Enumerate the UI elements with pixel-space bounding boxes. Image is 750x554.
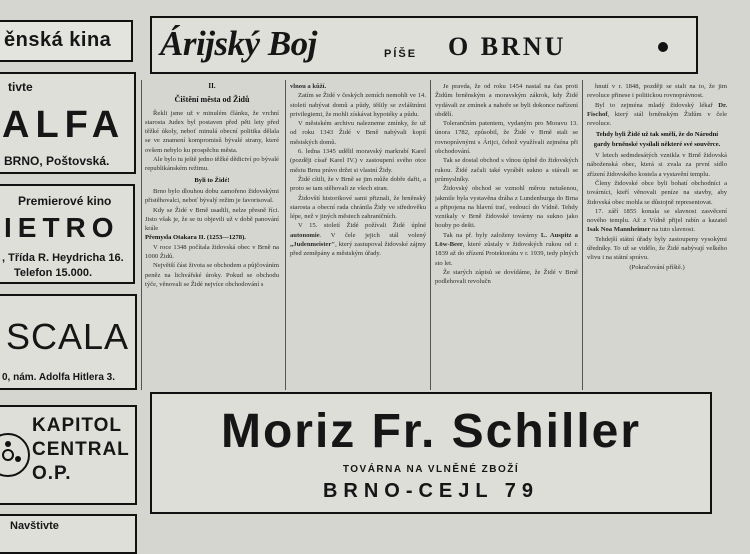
- text-emphasis: Dr. Fischof: [587, 101, 727, 118]
- article-column-2: [290, 82, 426, 390]
- text-run: 17. září 1855 konala se slavnost zasvěcení nového templu. Až z Vídně přijel rabín a kazatel: [587, 207, 727, 225]
- text-run: , které zůstaly v židovských rukou od r. 1839 až do zřízení Protektorátu v r. 1939, tedy plných sto let.: [435, 241, 578, 267]
- article-column-3: [435, 82, 578, 390]
- schiller-address: BRNO-CEJL 79: [322, 480, 540, 502]
- alfa-address: BRNO, Poštovská.: [4, 154, 110, 168]
- article-paragraph: Řekli jsme už v minulém článku, že vrchní starosta Judex byl postaven před pěti lety před těžké úkoly, neboť minulá obecní politika dělala se ve znamení kompromisů bývalé strany, které ovšem nebylo ku prospěchu města.: [145, 109, 279, 154]
- article-subhead: Tehdy byli Židé už tak smělí, že do Národní gardy brněnské vysílali některé své souvěrce.: [593, 131, 721, 148]
- kapitol-logo: [0, 433, 30, 477]
- article-paragraph: Tolerančním patentem, vydaným pro Moravu 13. února 1782, způsobil, že Židé v Brně stali se rovnoprávnými s Árijci, čehož využívali zejména při obchodování.: [435, 120, 578, 156]
- column-rule: [285, 80, 286, 390]
- masthead-title: O BRNU: [448, 32, 567, 61]
- text-run: Byl to zejména mladý židovský lékař: [595, 101, 713, 109]
- masthead: [150, 16, 698, 74]
- scala-ad: [0, 294, 137, 390]
- article-paragraph: vlnou a kůží.: [290, 83, 327, 90]
- text-emphasis: „Judenmeister": [290, 241, 336, 249]
- article-paragraph: Zatím se Židé v českých zemích nemohli ve 14. století nabývat domů a půdy, těšily se zvláštními privilegiemi, že mohli získávat hypotéky a půdu.: [290, 92, 426, 118]
- text-run: . V čele jejich stál volený: [319, 231, 426, 239]
- film-reel-icon: [0, 435, 28, 475]
- article-paragraph: V roce 1348 počítala židovská obec v Brně na 1000 Židů.: [145, 243, 279, 261]
- schiller-name: Moriz Fr. Schiller: [220, 405, 642, 458]
- text-emphasis: autonomie: [290, 231, 320, 239]
- article-paragraph: [587, 207, 727, 235]
- continued-note: (Pokračování příště.): [629, 263, 685, 271]
- schiller-description: TOVÁRNA NA VLNĚNÉ ZBOŽÍ: [342, 464, 520, 475]
- article-paragraph: Tak se dostal obchod s vlnou úplně do židovských rukou. Židé začali také vyrábět sukno a stávali se průmyslníky.: [435, 157, 578, 183]
- alfa-name: ALFA: [2, 104, 126, 146]
- article-headline: Čištění města od Židů: [174, 95, 250, 105]
- kapitol-line1: KAPITOL: [32, 415, 123, 436]
- scala-address: 0, nám. Adolfa Hitlera 3.: [2, 372, 115, 383]
- text-run: na tuto slavnost.: [652, 226, 696, 234]
- article-paragraph: Je pravda, že od roku 1454 nastal na čas proti Židům brněnským a moravským zákrok, kdy Židé vydávali ze zmínek a nahoře se byli dokonce nařízení obdělí.: [435, 83, 578, 118]
- column-rule: [582, 80, 583, 390]
- kapitol-line2: CENTRAL: [32, 439, 130, 460]
- cinema-header-box: [0, 20, 133, 62]
- article-paragraph: Největší část života se obchodem a půjčováním peněz na lichvářské úroky. Pokud se obchodu týče, věnovali se Židé nejvíce obchodování s: [145, 262, 279, 288]
- article-paragraph: Že starých zápisů se dovídáme, že Židé v Brně podlehovali revolučn: [435, 268, 578, 286]
- kapitol-line3: O.P.: [32, 463, 72, 484]
- article-paragraph: Brno bylo dlouhou dobu zamořeno židovskými přistěhovalci, neboť bývalý režim je favorisoval.: [145, 187, 279, 205]
- schiller-ad: [150, 392, 712, 514]
- article-column-1: [145, 82, 279, 390]
- text-run: V 15. století Židé požívali Židé úplné: [298, 222, 426, 230]
- article-paragraph: V městském archivu nalezneme zmínky, že už od roku 1343 Židé v Brně nabývali kopií městských domů.: [290, 120, 426, 146]
- metro-name: IETRO: [4, 212, 120, 243]
- metro-kicker: Premierové kino: [18, 194, 112, 208]
- alfa-kicker: tivte: [8, 80, 33, 94]
- column-rule: [141, 80, 142, 390]
- text-emphasis: Isak Noa Mannheimer: [587, 226, 651, 234]
- masthead-writes: PÍŠE: [384, 48, 418, 60]
- alfa-ad: [0, 72, 136, 174]
- article-paragraph: Ale bylo tu ještě jedno těžké dědictví po bývalé republikánském režimu.: [145, 156, 279, 173]
- article-paragraph: [290, 221, 426, 258]
- metro-ad: [0, 184, 135, 284]
- article-emphasis: Přemysla Otakara II. (1253—1278).: [145, 234, 246, 242]
- masthead-paper-name: Árijský Boj: [160, 24, 317, 63]
- article-paragraph: [435, 231, 578, 268]
- article-paragraph: [587, 101, 727, 129]
- text-run: , který zastupoval židovské zájmy před zeměpány a městským úřady.: [290, 241, 426, 258]
- article-paragraph: Židovský obchod se vzmohl měrou netušenou, jakmile byla vystavěna dráha z Lundenburga do Brna a připojena na hlavní trať, vedoucí do Vídně. Tehdy vznikaly v Brně židovské továrny na sukno jako houby po dešti.: [435, 185, 578, 230]
- article-paragraph: Židé cítili, že v Brně se jim může dobře dařit, a proto se tam stěhovali ze všech stran.: [290, 175, 426, 193]
- text-run: Tak na př. byly založeny továrny: [443, 231, 538, 239]
- bottom-ad-text: Navštivte: [10, 520, 59, 532]
- article-paragraph: 6. ledna 1345 udělil moravský markrabí Karel (později císař Karel IV.) v zastoupení svého otce městu Brnu právo držet si vlastní Židy.: [290, 148, 426, 174]
- metro-address: , Třída R. Heydricha 16.: [2, 252, 124, 264]
- article-paragraph: V letech sedmdesátých vznikla v Brně židovská náboženská obec, která si zvala za první sídlo zřízení židovského kostela a vystavění templu.: [587, 152, 727, 178]
- bottom-ad: [0, 514, 137, 554]
- scala-name: SCALA: [6, 316, 130, 357]
- section-number: II.: [208, 82, 216, 90]
- article-paragraph: Tehdejší státní úřady byly zastoupeny vysokými úředníky. To už se vidělo, že Židé nabývají velkého vlivu i na státní správu.: [587, 235, 727, 262]
- article-paragraph: Členy židovské obce byli bohatí obchodníci a továrníci, kteří věnovali peníze na stavby, aby židovská obec mohla se důstojně representovat.: [587, 179, 727, 206]
- text-run: , který stál brněnským Židům v čele revoluce.: [587, 110, 727, 128]
- column-rule: [430, 80, 431, 390]
- text-emphasis: L. Auspitz a Löw-Beer: [435, 231, 578, 249]
- masthead-bullet-icon: [658, 42, 668, 52]
- metro-phone: Telefon 15.000.: [14, 267, 93, 279]
- article-subhead: Byli to Židé!: [194, 176, 230, 184]
- article-column-4: [587, 82, 727, 390]
- article-paragraph: hnutí v r. 1848, později se stali na to, že jim revoluce přinese i politickou rovnoprávnost.: [587, 83, 727, 100]
- article-paragraph: Židovští historikové sami přiznali, že brněnský starosta a obecní rada chránila Židy ve středověku lépe, než v jiných městech zahraničních.: [290, 194, 426, 221]
- article-paragraph: Kdy se Židé v Brně usadili, nelze přesně říci. Jisto však je, že se tu objevili už v době panování krále: [145, 206, 279, 233]
- kapitol-central-ad: [0, 405, 137, 505]
- cinema-header-text: ěnská kina: [4, 29, 112, 51]
